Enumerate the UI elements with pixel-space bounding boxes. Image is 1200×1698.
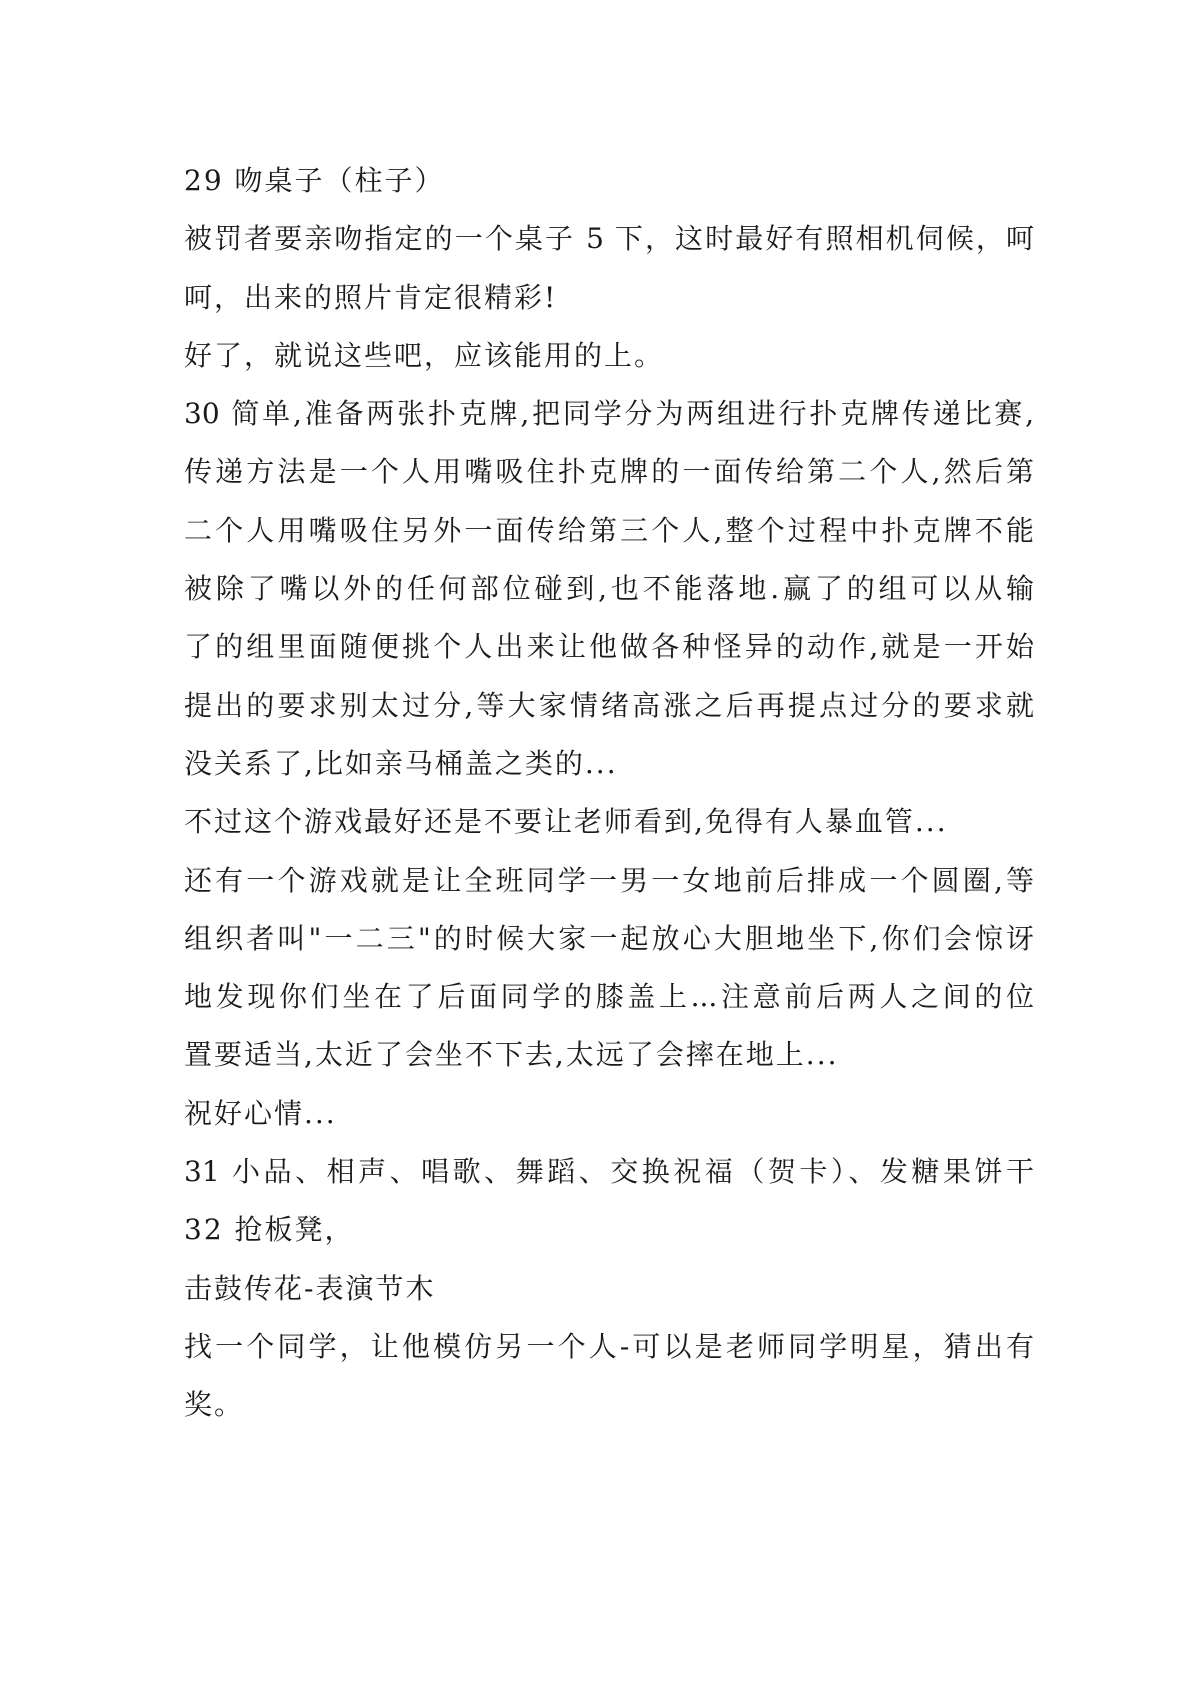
text-line: 组织者叫"一二三"的时候大家一起放心大胆地坐下,你们会惊讶 (184, 921, 1034, 955)
text-line: 祝好心情... (184, 1096, 337, 1130)
text-line: 被罚者要亲吻指定的一个桌子 5 下，这时最好有照相机伺候，呵 (184, 222, 1034, 256)
text-line: 了的组里面随便挑个人出来让他做各种怪异的动作,就是一开始 (184, 630, 1034, 664)
text-line: 32 抢板凳， (184, 1213, 355, 1247)
text-line: 二个人用嘴吸住另外一面传给第三个人,整个过程中扑克牌不能 (184, 513, 1034, 547)
text-line: 传递方法是一个人用嘴吸住扑克牌的一面传给第二个人,然后第 (184, 455, 1034, 489)
text-line: 30 简单,准备两张扑克牌,把同学分为两组进行扑克牌传递比赛, (184, 397, 1034, 431)
text-line: 置要适当,太近了会坐不下去,太远了会摔在地上... (184, 1038, 839, 1072)
text-line: 奖。 (184, 1388, 245, 1422)
text-line: 29 吻桌子（柱子） (184, 164, 445, 197)
text-line: 提出的要求别太过分,等大家情绪高涨之后再提点过分的要求就 (184, 688, 1034, 722)
text-line: 好了，就说这些吧，应该能用的上。 (184, 338, 665, 372)
text-line: 呵，出来的照片肯定很精彩! (184, 280, 558, 314)
text-line: 地发现你们坐在了后面同学的膝盖上...注意前后两人之间的位 (184, 980, 1034, 1014)
text-line: 还有一个游戏就是让全班同学一男一女地前后排成一个圆圈,等 (184, 863, 1034, 897)
text-line: 没关系了,比如亲马桶盖之类的... (184, 746, 618, 780)
text-line: 不过这个游戏最好还是不要让老师看到,免得有人暴血管... (184, 805, 948, 839)
text-line: 31 小品、相声、唱歌、舞蹈、交换祝福（贺卡）、发糖果饼干 (184, 1155, 1034, 1189)
text-line: 被除了嘴以外的任何部位碰到,也不能落地.赢了的组可以从输 (184, 572, 1034, 606)
document-body (184, 152, 1034, 1435)
text-line: 找一个同学，让他模仿另一个人-可以是老师同学明星，猜出有 (184, 1329, 1034, 1363)
text-line: 击鼓传花-表演节木 (184, 1271, 436, 1305)
